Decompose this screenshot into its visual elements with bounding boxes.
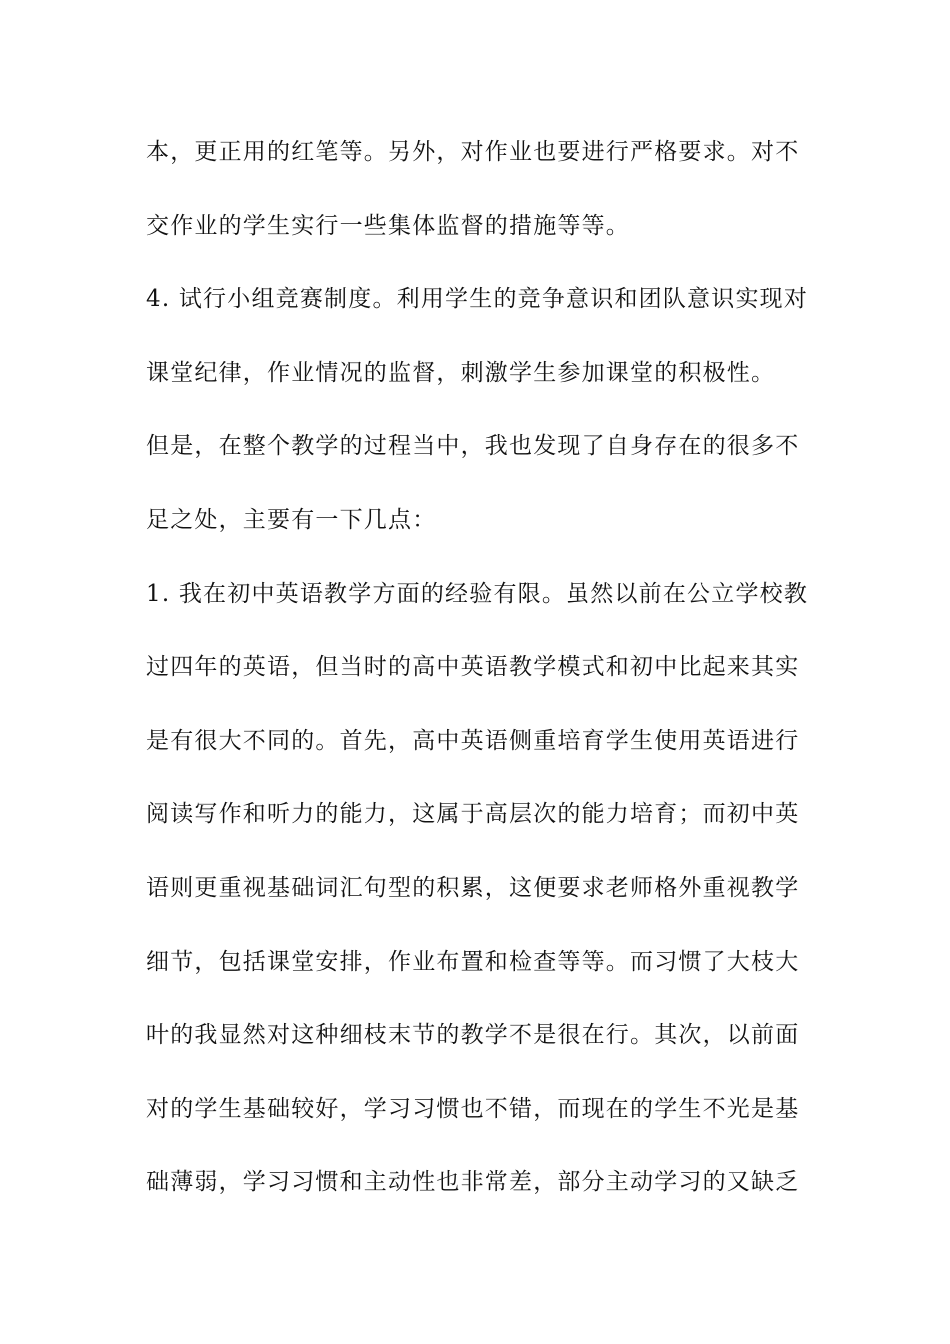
list-item-line: 4. 试行小组竞赛制度。利用学生的竞争意识和团队意识实现对: [146, 286, 809, 313]
text-line: 阅读写作和听力的能力，这属于高层次的能力培育；而初中英: [146, 801, 800, 828]
text-line: 语则更重视基础词汇句型的积累，这便要求老师格外重视教学: [146, 874, 800, 901]
body-text: [146, 126, 809, 1230]
paragraph-line: 但是，在整个教学的过程当中，我也发现了自身存在的很多不: [146, 433, 800, 460]
text-line: 过四年的英语，但当时的高中英语教学模式和初中比起来其实: [146, 654, 800, 681]
text-line: 本，更正用的红笔等。另外，对作业也要进行严格要求。对不: [146, 139, 800, 165]
text-line: 课堂纪律，作业情况的监督，刺激学生参加课堂的积极性。: [146, 359, 776, 386]
text-line: 对的学生基础较好，学习习惯也不错，而现在的学生不光是基: [146, 1095, 800, 1122]
text-line: 细节，包括课堂安排，作业布置和检查等等。而习惯了大枝大: [146, 948, 800, 975]
text-line: 足之处，主要有一下几点：: [146, 506, 437, 533]
text-line: 叶的我显然对这种细枝末节的教学不是很在行。其次，以前面: [146, 1022, 800, 1049]
text-line: 础薄弱，学习习惯和主动性也非常差，部分主动学习的又缺乏: [146, 1169, 800, 1196]
text-line: 是有很大不同的。首先，高中英语侧重培育学生使用英语进行: [146, 727, 800, 754]
text-line: 交作业的学生实行一些集体监督的措施等等。: [146, 212, 630, 239]
list-item-line: 1. 我在初中英语教学方面的经验有限。虽然以前在公立学校教: [146, 580, 809, 607]
